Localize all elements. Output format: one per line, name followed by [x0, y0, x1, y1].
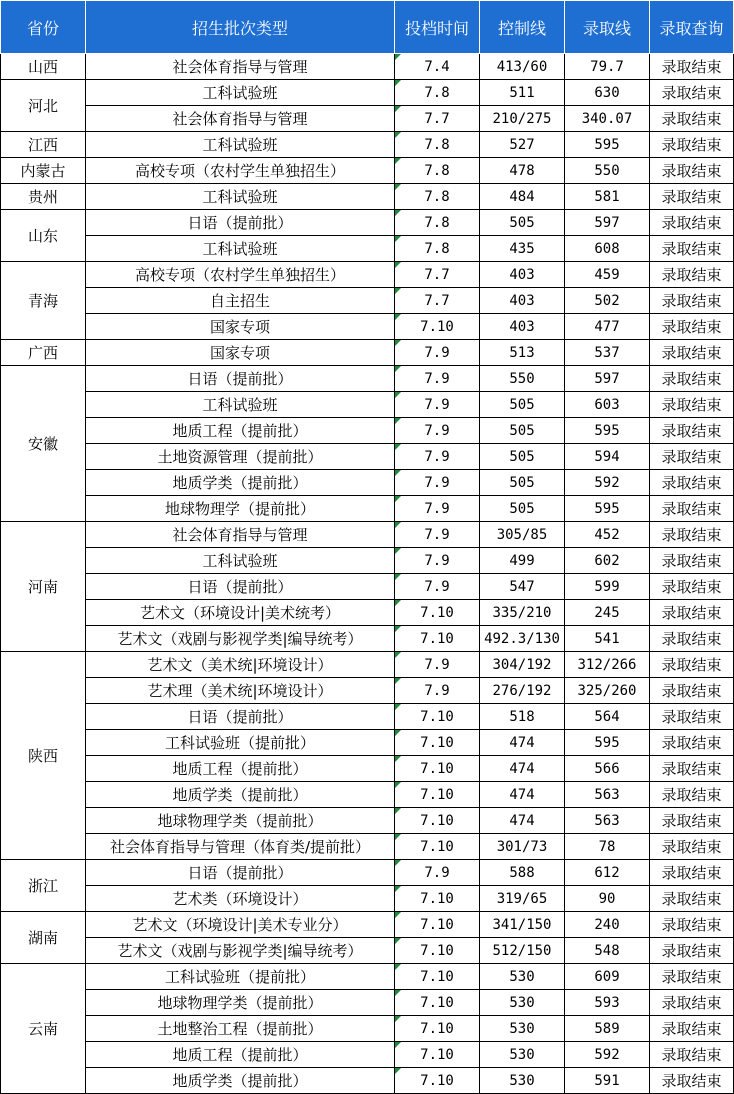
control-line-cell: 492.3/130: [480, 626, 565, 652]
header-batch-type: 招生批次类型: [86, 1, 395, 54]
admission-status-cell: 录取结束: [650, 886, 734, 912]
admission-status-cell: 录取结束: [650, 652, 734, 678]
admission-line-cell: 312/266: [565, 652, 650, 678]
table-row: [1, 366, 734, 392]
filing-time-cell: 7.9: [395, 340, 480, 366]
control-line-cell: 403: [480, 314, 565, 340]
admission-line-cell: 595: [565, 418, 650, 444]
filing-time-cell: 7.9: [395, 574, 480, 600]
batch-type-cell: 社会体育指导与管理（体育类/提前批）: [86, 834, 395, 860]
batch-type-cell: 工科试验班: [86, 184, 395, 210]
batch-type-cell: 工科试验班: [86, 392, 395, 418]
batch-type-cell: 地质学类（提前批）: [86, 1068, 395, 1094]
batch-type-cell: 工科试验班: [86, 132, 395, 158]
batch-type-cell: 日语（提前批）: [86, 366, 395, 392]
admission-line-cell: 563: [565, 782, 650, 808]
control-line-cell: 505: [480, 444, 565, 470]
admission-status-cell: 录取结束: [650, 1042, 734, 1068]
batch-type-cell: 地球物理学（提前批）: [86, 496, 395, 522]
admission-line-cell: 541: [565, 626, 650, 652]
filing-time-cell: 7.7: [395, 106, 480, 132]
control-line-cell: 484: [480, 184, 565, 210]
batch-type-cell: 工科试验班: [86, 80, 395, 106]
admission-line-cell: 245: [565, 600, 650, 626]
admission-line-cell: 537: [565, 340, 650, 366]
control-line-cell: 512/150: [480, 938, 565, 964]
control-line-cell: 550: [480, 366, 565, 392]
batch-type-cell: 高校专项（农村学生单独招生）: [86, 262, 395, 288]
control-line-cell: 505: [480, 210, 565, 236]
table-row: [1, 938, 734, 964]
control-line-cell: 305/85: [480, 522, 565, 548]
table-row: [1, 132, 734, 158]
table-row: [1, 1016, 734, 1042]
filing-time-cell: 7.10: [395, 834, 480, 860]
filing-time-cell: 7.10: [395, 600, 480, 626]
control-line-cell: 319/65: [480, 886, 565, 912]
admission-status-cell: 录取结束: [650, 574, 734, 600]
filing-time-cell: 7.10: [395, 626, 480, 652]
filing-time-cell: 7.10: [395, 1042, 480, 1068]
table-row: [1, 652, 734, 678]
admission-line-cell: 591: [565, 1068, 650, 1094]
admission-line-cell: 459: [565, 262, 650, 288]
filing-time-cell: 7.9: [395, 548, 480, 574]
batch-type-cell: 日语（提前批）: [86, 860, 395, 886]
province-cell: 浙江: [1, 860, 86, 912]
filing-time-cell: 7.8: [395, 158, 480, 184]
control-line-cell: 474: [480, 730, 565, 756]
filing-time-cell: 7.9: [395, 444, 480, 470]
filing-time-cell: 7.9: [395, 366, 480, 392]
table-row: [1, 626, 734, 652]
batch-type-cell: 艺术文（戏剧与影视学类|编导统考）: [86, 626, 395, 652]
table-row: [1, 470, 734, 496]
filing-time-cell: 7.9: [395, 678, 480, 704]
filing-time-cell: 7.9: [395, 496, 480, 522]
admission-status-cell: 录取结束: [650, 392, 734, 418]
filing-time-cell: 7.10: [395, 704, 480, 730]
admission-status-cell: 录取结束: [650, 912, 734, 938]
batch-type-cell: 国家专项: [86, 314, 395, 340]
table-row: [1, 782, 734, 808]
filing-time-cell: 7.9: [395, 470, 480, 496]
admission-line-cell: 595: [565, 496, 650, 522]
control-line-cell: 505: [480, 418, 565, 444]
table-body: [1, 54, 734, 1094]
batch-type-cell: 高校专项（农村学生单独招生）: [86, 158, 395, 184]
batch-type-cell: 国家专项: [86, 340, 395, 366]
table-row: [1, 54, 734, 80]
table-row: [1, 236, 734, 262]
control-line-cell: 513: [480, 340, 565, 366]
admission-line-cell: 325/260: [565, 678, 650, 704]
filing-time-cell: 7.7: [395, 262, 480, 288]
admission-status-cell: 录取结束: [650, 548, 734, 574]
batch-type-cell: 地质学类（提前批）: [86, 782, 395, 808]
table-row: [1, 158, 734, 184]
filing-time-cell: 7.10: [395, 730, 480, 756]
admission-line-cell: 240: [565, 912, 650, 938]
table-row: [1, 80, 734, 106]
table-row: [1, 912, 734, 938]
admission-status-cell: 录取结束: [650, 106, 734, 132]
batch-type-cell: 日语（提前批）: [86, 574, 395, 600]
control-line-cell: 276/192: [480, 678, 565, 704]
province-cell: 青海: [1, 262, 86, 340]
admission-status-cell: 录取结束: [650, 964, 734, 990]
admission-status-cell: 录取结束: [650, 782, 734, 808]
table-row: [1, 1068, 734, 1094]
table-row: [1, 548, 734, 574]
admission-status-cell: 录取结束: [650, 1068, 734, 1094]
header-province: 省份: [1, 1, 86, 54]
admission-status-cell: 录取结束: [650, 730, 734, 756]
table-row: [1, 574, 734, 600]
table-row: [1, 756, 734, 782]
batch-type-cell: 地球物理学类（提前批）: [86, 990, 395, 1016]
admission-line-cell: 630: [565, 80, 650, 106]
table-row: [1, 106, 734, 132]
batch-type-cell: 艺术理（美术统|环境设计）: [86, 678, 395, 704]
batch-type-cell: 社会体育指导与管理: [86, 54, 395, 80]
province-cell: 安徽: [1, 366, 86, 522]
control-line-cell: 301/73: [480, 834, 565, 860]
batch-type-cell: 自主招生: [86, 288, 395, 314]
admission-line-cell: 609: [565, 964, 650, 990]
admission-status-cell: 录取结束: [650, 314, 734, 340]
province-cell: 内蒙古: [1, 158, 86, 184]
batch-type-cell: 艺术类（环境设计）: [86, 886, 395, 912]
table-row: [1, 964, 734, 990]
table-row: [1, 808, 734, 834]
table-row: [1, 678, 734, 704]
admission-line-cell: 90: [565, 886, 650, 912]
province-cell: 陕西: [1, 652, 86, 860]
table-row: [1, 834, 734, 860]
control-line-cell: 341/150: [480, 912, 565, 938]
admission-line-cell: 79.7: [565, 54, 650, 80]
admission-line-cell: 593: [565, 990, 650, 1016]
admission-status-cell: 录取结束: [650, 288, 734, 314]
filing-time-cell: 7.8: [395, 80, 480, 106]
filing-time-cell: 7.9: [395, 860, 480, 886]
admission-line-cell: 594: [565, 444, 650, 470]
batch-type-cell: 工科试验班: [86, 548, 395, 574]
admission-line-cell: 477: [565, 314, 650, 340]
admission-status-cell: 录取结束: [650, 236, 734, 262]
table-row: [1, 444, 734, 470]
control-line-cell: 588: [480, 860, 565, 886]
province-cell: 河南: [1, 522, 86, 652]
filing-time-cell: 7.8: [395, 236, 480, 262]
filing-time-cell: 7.10: [395, 1016, 480, 1042]
admission-status-cell: 录取结束: [650, 990, 734, 1016]
batch-type-cell: 土地资源管理（提前批）: [86, 444, 395, 470]
admission-status-cell: 录取结束: [650, 158, 734, 184]
admission-line-cell: 595: [565, 132, 650, 158]
table-row: [1, 418, 734, 444]
filing-time-cell: 7.8: [395, 210, 480, 236]
admission-status-cell: 录取结束: [650, 184, 734, 210]
filing-time-cell: 7.10: [395, 314, 480, 340]
control-line-cell: 210/275: [480, 106, 565, 132]
header-control-line: 控制线: [480, 1, 565, 54]
admission-status-cell: 录取结束: [650, 210, 734, 236]
control-line-cell: 335/210: [480, 600, 565, 626]
admission-status-cell: 录取结束: [650, 938, 734, 964]
admission-status-cell: 录取结束: [650, 600, 734, 626]
filing-time-cell: 7.10: [395, 990, 480, 1016]
control-line-cell: 304/192: [480, 652, 565, 678]
control-line-cell: 530: [480, 1016, 565, 1042]
control-line-cell: 505: [480, 496, 565, 522]
filing-time-cell: 7.10: [395, 886, 480, 912]
admission-status-cell: 录取结束: [650, 496, 734, 522]
admission-status-cell: 录取结束: [650, 756, 734, 782]
filing-time-cell: 7.10: [395, 782, 480, 808]
filing-time-cell: 7.10: [395, 1068, 480, 1094]
province-cell: 贵州: [1, 184, 86, 210]
province-cell: 山东: [1, 210, 86, 262]
filing-time-cell: 7.9: [395, 522, 480, 548]
admission-line-cell: 592: [565, 470, 650, 496]
control-line-cell: 527: [480, 132, 565, 158]
control-line-cell: 403: [480, 262, 565, 288]
admission-status-cell: 录取结束: [650, 1016, 734, 1042]
admission-line-cell: 452: [565, 522, 650, 548]
control-line-cell: 499: [480, 548, 565, 574]
batch-type-cell: 艺术文（环境设计|美术统考）: [86, 600, 395, 626]
filing-time-cell: 7.9: [395, 418, 480, 444]
header-admission-line: 录取线: [565, 1, 650, 54]
table-row: [1, 886, 734, 912]
batch-type-cell: 地球物理学类（提前批）: [86, 808, 395, 834]
admission-status-cell: 录取结束: [650, 704, 734, 730]
filing-time-cell: 7.7: [395, 288, 480, 314]
admission-line-cell: 602: [565, 548, 650, 574]
admission-line-cell: 592: [565, 1042, 650, 1068]
header-admission-query: 录取查询: [650, 1, 734, 54]
batch-type-cell: 艺术文（环境设计|美术专业分）: [86, 912, 395, 938]
table-row: [1, 1042, 734, 1068]
control-line-cell: 530: [480, 1068, 565, 1094]
batch-type-cell: 地质学类（提前批）: [86, 470, 395, 496]
admission-line-cell: 581: [565, 184, 650, 210]
table-row: [1, 860, 734, 886]
admission-status-cell: 录取结束: [650, 678, 734, 704]
admission-status-cell: 录取结束: [650, 80, 734, 106]
filing-time-cell: 7.4: [395, 54, 480, 80]
admission-status-cell: 录取结束: [650, 808, 734, 834]
admission-line-cell: 502: [565, 288, 650, 314]
control-line-cell: 530: [480, 1042, 565, 1068]
header-row: [1, 1, 734, 54]
filing-time-cell: 7.9: [395, 392, 480, 418]
batch-type-cell: 日语（提前批）: [86, 210, 395, 236]
admission-status-cell: 录取结束: [650, 366, 734, 392]
table-row: [1, 262, 734, 288]
province-cell: 云南: [1, 964, 86, 1094]
table-row: [1, 600, 734, 626]
filing-time-cell: 7.10: [395, 964, 480, 990]
header-filing-time: 投档时间: [395, 1, 480, 54]
table-header: [1, 1, 734, 54]
filing-time-cell: 7.9: [395, 652, 480, 678]
table-row: [1, 704, 734, 730]
admission-line-cell: 550: [565, 158, 650, 184]
table-row: [1, 314, 734, 340]
admission-status-cell: 录取结束: [650, 132, 734, 158]
admission-status-cell: 录取结束: [650, 522, 734, 548]
admission-line-cell: 608: [565, 236, 650, 262]
table-row: [1, 392, 734, 418]
control-line-cell: 547: [480, 574, 565, 600]
filing-time-cell: 7.10: [395, 756, 480, 782]
filing-time-cell: 7.10: [395, 808, 480, 834]
admission-status-cell: 录取结束: [650, 340, 734, 366]
batch-type-cell: 社会体育指导与管理: [86, 522, 395, 548]
admission-line-cell: 603: [565, 392, 650, 418]
batch-type-cell: 工科试验班（提前批）: [86, 730, 395, 756]
province-cell: 湖南: [1, 912, 86, 964]
control-line-cell: 474: [480, 756, 565, 782]
admission-line-cell: 566: [565, 756, 650, 782]
control-line-cell: 403: [480, 288, 565, 314]
batch-type-cell: 土地整治工程（提前批）: [86, 1016, 395, 1042]
province-cell: 江西: [1, 132, 86, 158]
control-line-cell: 478: [480, 158, 565, 184]
admission-line-cell: 597: [565, 366, 650, 392]
admission-status-cell: 录取结束: [650, 834, 734, 860]
control-line-cell: 435: [480, 236, 565, 262]
batch-type-cell: 社会体育指导与管理: [86, 106, 395, 132]
control-line-cell: 530: [480, 990, 565, 1016]
batch-type-cell: 工科试验班（提前批）: [86, 964, 395, 990]
control-line-cell: 413/60: [480, 54, 565, 80]
admission-line-cell: 563: [565, 808, 650, 834]
control-line-cell: 511: [480, 80, 565, 106]
control-line-cell: 474: [480, 808, 565, 834]
control-line-cell: 505: [480, 392, 565, 418]
province-cell: 广西: [1, 340, 86, 366]
table-row: [1, 522, 734, 548]
table-row: [1, 184, 734, 210]
batch-type-cell: 地质工程（提前批）: [86, 756, 395, 782]
batch-type-cell: 日语（提前批）: [86, 704, 395, 730]
admission-line-cell: 597: [565, 210, 650, 236]
table-row: [1, 210, 734, 236]
table-row: [1, 990, 734, 1016]
table-row: [1, 496, 734, 522]
admission-status-cell: 录取结束: [650, 262, 734, 288]
admission-status-cell: 录取结束: [650, 860, 734, 886]
admission-line-cell: 548: [565, 938, 650, 964]
admission-status-cell: 录取结束: [650, 444, 734, 470]
table-row: [1, 340, 734, 366]
admission-line-cell: 340.07: [565, 106, 650, 132]
control-line-cell: 530: [480, 964, 565, 990]
filing-time-cell: 7.8: [395, 184, 480, 210]
filing-time-cell: 7.10: [395, 938, 480, 964]
filing-time-cell: 7.8: [395, 132, 480, 158]
control-line-cell: 518: [480, 704, 565, 730]
table-row: [1, 730, 734, 756]
admission-status-cell: 录取结束: [650, 418, 734, 444]
admission-status-cell: 录取结束: [650, 54, 734, 80]
control-line-cell: 474: [480, 782, 565, 808]
province-cell: 河北: [1, 80, 86, 132]
batch-type-cell: 艺术文（戏剧与影视学类|编导统考）: [86, 938, 395, 964]
table-row: [1, 288, 734, 314]
admission-line-cell: 564: [565, 704, 650, 730]
admission-line-cell: 589: [565, 1016, 650, 1042]
admission-line-cell: 599: [565, 574, 650, 600]
admission-line-cell: 612: [565, 860, 650, 886]
batch-type-cell: 艺术文（美术统|环境设计）: [86, 652, 395, 678]
batch-type-cell: 地质工程（提前批）: [86, 1042, 395, 1068]
admission-status-cell: 录取结束: [650, 470, 734, 496]
admission-status-cell: 录取结束: [650, 626, 734, 652]
admission-line-cell: 595: [565, 730, 650, 756]
province-cell: 山西: [1, 54, 86, 80]
control-line-cell: 505: [480, 470, 565, 496]
filing-time-cell: 7.10: [395, 912, 480, 938]
batch-type-cell: 地质工程（提前批）: [86, 418, 395, 444]
admission-line-cell: 78: [565, 834, 650, 860]
batch-type-cell: 工科试验班: [86, 236, 395, 262]
